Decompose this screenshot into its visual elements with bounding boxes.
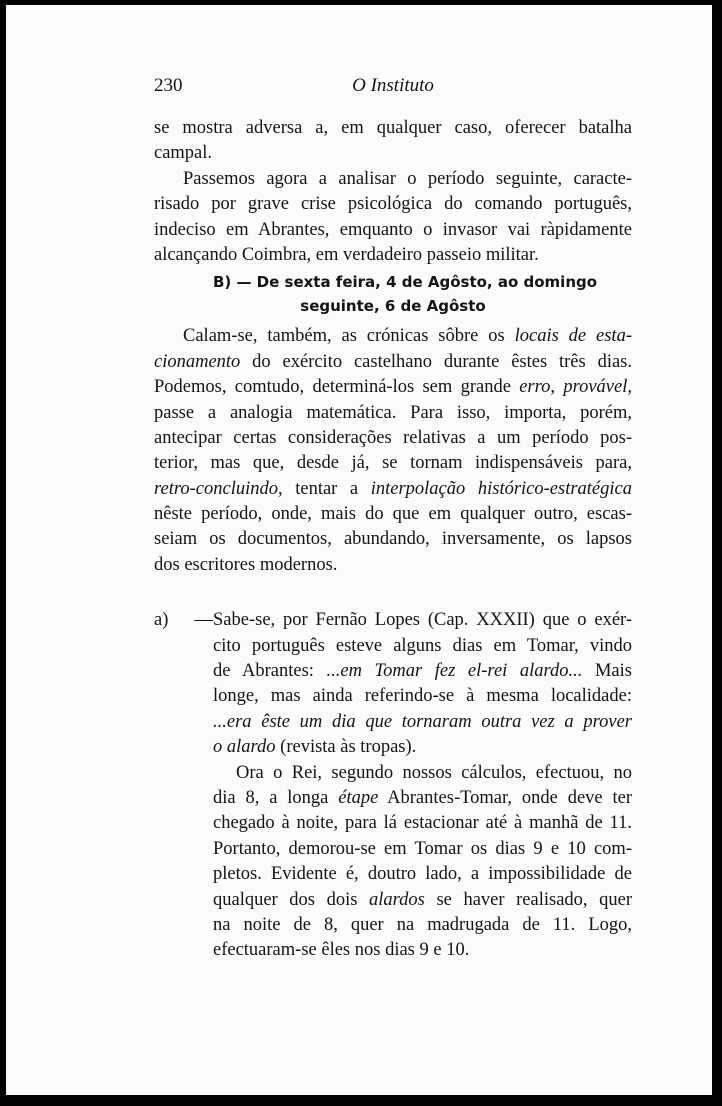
paragraph-2 xyxy=(154,167,632,269)
section-heading-line-2: seguinte, 6 de Agôsto xyxy=(300,297,486,316)
italic-run: locais de esta- xyxy=(514,326,632,347)
text-run: tentar a xyxy=(282,478,371,499)
text-line xyxy=(213,659,632,684)
text-line: se mostra adversa a, em qualquer caso, oferecer batalha xyxy=(154,118,632,138)
text-run: (revista às tropas). xyxy=(275,737,417,758)
text-run: Podemos, comtudo, determiná-los sem grande xyxy=(154,377,520,398)
text-line xyxy=(213,888,632,913)
italic-run: alardos xyxy=(369,889,425,910)
item-a-label: a) — xyxy=(154,610,213,631)
text-line xyxy=(213,710,632,735)
book-page xyxy=(6,5,712,1095)
italic-run: cionamento xyxy=(154,351,241,372)
text-run: Calam-se, também, as crónicas sôbre os xyxy=(183,326,515,347)
text-run: dia 8, a longa xyxy=(213,787,339,808)
text-line: passe a analogia matemática. Para isso, importa, porém, xyxy=(154,402,632,423)
text-line: na noite de 8, quer na madrugada de 11. Logo, xyxy=(213,914,632,935)
page-body xyxy=(154,116,632,964)
text-line: longe, mas ainda referindo-se à mesma localidade: xyxy=(213,686,632,707)
text-run: de Abrantes: xyxy=(213,661,327,682)
text-line: Passemos agora a analisar o período seguinte, caracte- xyxy=(183,168,632,189)
text-line: chegado à noite, para lá estacionar até à manhã de 11. xyxy=(213,813,632,834)
text-line: seiam os documentos, abundando, inversamente, os lapsos xyxy=(154,529,632,550)
italic-run: ...em Tomar fez el-rei alardo... xyxy=(326,661,583,682)
text-line: nêste período, onde, mais do que em qualquer outro, escas- xyxy=(154,504,632,525)
text-line: indeciso em Abrantes, emquanto o invasor vai ràpidamente xyxy=(154,219,632,240)
italic-run: erro, provável, xyxy=(519,377,632,398)
paragraph-3 xyxy=(154,324,632,578)
section-heading-line-1: B) — De sexta feira, 4 de Agôsto, ao domingo xyxy=(212,273,598,292)
text-line xyxy=(154,477,632,502)
text-line xyxy=(213,786,632,811)
text-line xyxy=(213,735,632,760)
italic-run: o alardo xyxy=(213,737,276,758)
text-run: Mais xyxy=(582,661,632,682)
italic-run: étape xyxy=(338,787,379,808)
text-line: Ora o Rei, segundo nossos cálculos, efectuou, no xyxy=(236,762,632,783)
text-line: risado por grave crise psicológica do comando português, xyxy=(154,194,632,215)
text-run: do exército castelhano durante êstes três dias. xyxy=(240,351,632,372)
text-line xyxy=(154,375,632,400)
section-heading xyxy=(154,270,632,318)
paragraph-1 xyxy=(154,116,632,167)
page-header xyxy=(154,75,632,103)
text-run: Abrantes-Tomar, onde deve ter xyxy=(378,787,632,808)
page-number: 230 xyxy=(154,75,183,96)
italic-run: ...era êste um dia que tornaram outra vez a prover xyxy=(213,711,632,732)
text-line: efectuaram-se êles nos dias 9 e 10. xyxy=(213,940,470,961)
running-head: O Instituto xyxy=(352,75,434,96)
text-line xyxy=(154,608,632,633)
text-run: qualquer dos dois xyxy=(213,889,370,910)
text-run: Sabe-se, por Fernão Lopes (Cap. XXXII) que o exér- xyxy=(213,610,632,631)
italic-run: interpolação histórico-estratégica xyxy=(370,478,632,499)
text-line: Portanto, demorou-se em Tomar os dias 9 e 10 com- xyxy=(213,838,632,859)
text-line xyxy=(154,350,632,375)
text-line: antecipar certas considerações relativas a um período pos- xyxy=(154,427,632,448)
text-line: alcançando Coimbra, em verdadeiro passeio militar. xyxy=(154,244,539,265)
text-run: se haver realisado, quer xyxy=(424,889,633,910)
spacer xyxy=(154,578,632,608)
italic-run: retro-concluindo, xyxy=(154,478,283,499)
text-line: dos escritores modernos. xyxy=(154,554,338,575)
text-line: terior, mas que, desde já, se tornam indispensáveis para, xyxy=(154,453,632,474)
text-line: pletos. Evidente é, doutro lado, a impossibilidade de xyxy=(213,864,632,885)
item-a xyxy=(154,608,632,963)
text-line: campal. xyxy=(154,143,213,164)
text-line xyxy=(154,324,632,349)
text-line: cito português esteve alguns dias em Tomar, vindo xyxy=(213,635,632,656)
